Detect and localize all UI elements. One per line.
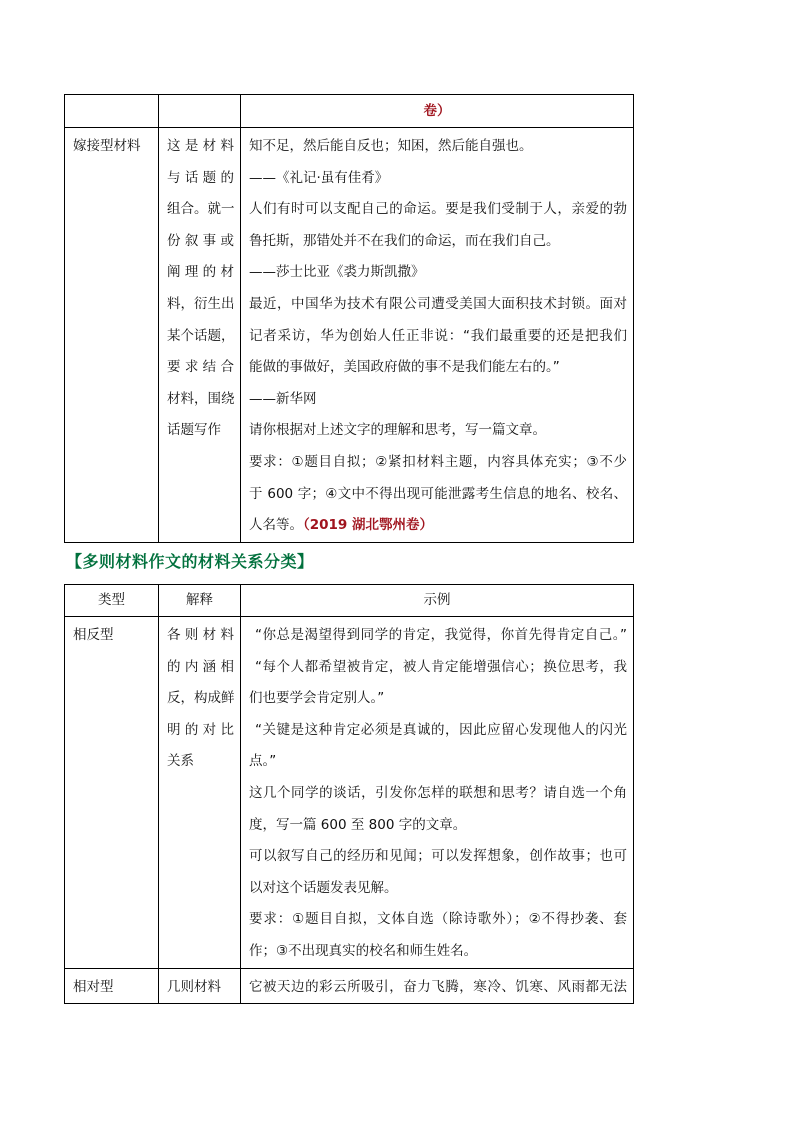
type-cell bbox=[65, 968, 159, 1004]
column-header-type: 类型 bbox=[65, 585, 159, 617]
explain-line: 份叙事或 bbox=[167, 232, 234, 249]
material-relation-table bbox=[64, 584, 634, 1004]
table-row bbox=[65, 617, 634, 969]
source-note: 卷） bbox=[423, 103, 451, 119]
explain-line: 这是材料 bbox=[167, 138, 234, 154]
column-header-explain: 解释 bbox=[159, 585, 241, 617]
explain-line: 组合。就一 bbox=[167, 201, 234, 218]
explain-line: 某个话题， bbox=[167, 327, 234, 344]
explain-cell bbox=[159, 617, 241, 969]
example-line: 它被天边的彩云所吸引，奋力飞腾，寒冷、饥寒、风雨都无法 bbox=[249, 978, 627, 995]
example-cell bbox=[241, 617, 634, 969]
source-note: （2019 湖北鄂州卷） bbox=[303, 517, 434, 534]
table-cell bbox=[65, 95, 159, 128]
table-cell bbox=[159, 95, 241, 128]
example-line: 可以叙写自己的经历和见闻；可以发挥想象，创作故事；也可 bbox=[249, 848, 627, 865]
explain-line: 关系 bbox=[167, 753, 194, 770]
example-line: 要求：①题目自拟；②紧扣材料主题，内容具体充实；③不少 bbox=[249, 453, 627, 470]
column-header-example: 示例 bbox=[241, 585, 634, 617]
example-line: 于 600 字；④文中不得出现可能泄露考生信息的地名、校名、 bbox=[249, 485, 627, 502]
example-line: 这几个同学的谈话，引发你怎样的联想和思考？请自选一个角 bbox=[249, 784, 627, 801]
explain-cell bbox=[159, 968, 241, 1004]
explain-line: 料，衍生出 bbox=[167, 295, 234, 312]
example-line: “关键是这种肯定必须是真诚的，因此应留心发现他人的闪光 bbox=[255, 721, 627, 738]
table-row bbox=[65, 968, 634, 1004]
example-line: 人们有时可以支配自己的命运。要是我们受制于人，亲爱的勃 bbox=[249, 201, 627, 218]
example-line: 要求：①题目自拟，文体自选（除诗歌外）；②不得抄袭、套 bbox=[249, 911, 627, 928]
example-line: 请你根据对上述文字的理解和思考，写一篇文章。 bbox=[249, 422, 546, 439]
table-header-row bbox=[65, 585, 634, 617]
explain-line: 的内涵相 bbox=[167, 658, 234, 675]
example-cell bbox=[241, 128, 634, 543]
example-line: 知不足，然后能自反也；知困，然后能自强也。 bbox=[249, 138, 533, 154]
example-line: 鲁托斯，那错处并不在我们的命运，而在我们自己。 bbox=[249, 232, 560, 249]
example-line: ——《礼记·虽有佳肴》 bbox=[249, 169, 389, 186]
type-cell bbox=[65, 617, 159, 969]
example-line: “你总是渴望得到同学的肯定，我觉得，你首先得肯定自己。” bbox=[255, 627, 627, 643]
example-line: 度，写一篇 600 至 800 字的文章。 bbox=[249, 816, 467, 833]
example-text: 人名等。 bbox=[249, 517, 303, 534]
material-type-table-continued bbox=[64, 94, 634, 543]
example-line: ——莎士比亚《裘力斯凯撒》 bbox=[249, 264, 425, 281]
explain-line: 阐理的材 bbox=[167, 264, 234, 281]
example-line: 记者采访，华为创始人任正非说：“我们最重要的还是把我们 bbox=[249, 327, 627, 344]
explain-line: 明的对比 bbox=[167, 721, 234, 738]
example-line: “每个人都希望被肯定，被人肯定能增强信心；换位思考，我 bbox=[255, 658, 627, 675]
explain-line: 要求结合 bbox=[167, 359, 234, 376]
type-label: 相反型 bbox=[73, 627, 114, 643]
explain-line: 与话题的 bbox=[167, 169, 234, 186]
explain-line: 反，构成鲜 bbox=[167, 690, 234, 707]
explain-line: 各则材料 bbox=[167, 627, 234, 643]
table-row bbox=[65, 128, 634, 543]
example-cell bbox=[241, 968, 634, 1004]
example-line: ——新华网 bbox=[249, 390, 317, 407]
explain-line: 材料，围绕 bbox=[167, 390, 234, 407]
example-line: 们也要学会肯定别人。” bbox=[249, 690, 385, 707]
explain-line: 几则材料 bbox=[167, 978, 221, 995]
example-line: 最近，中国华为技术有限公司遭受美国大面积技术封锁。面对 bbox=[249, 295, 627, 312]
type-label: 相对型 bbox=[73, 978, 114, 995]
example-line: 点。” bbox=[249, 753, 277, 770]
table-row bbox=[65, 95, 634, 128]
example-line: 能做的事做好，美国政府做的事不是我们能左右的。” bbox=[249, 359, 560, 376]
type-cell bbox=[65, 128, 159, 543]
explain-line: 话题写作 bbox=[167, 422, 221, 439]
example-line: 作；③不出现真实的校名和师生姓名。 bbox=[249, 942, 478, 959]
example-line: 以对这个话题发表见解。 bbox=[249, 879, 398, 896]
example-line bbox=[249, 510, 627, 542]
table-cell bbox=[241, 95, 634, 128]
section-heading: 【多则材料作文的材料关系分类】 bbox=[66, 552, 314, 571]
explain-cell bbox=[159, 128, 241, 543]
type-label: 嫁接型材料 bbox=[73, 138, 141, 154]
